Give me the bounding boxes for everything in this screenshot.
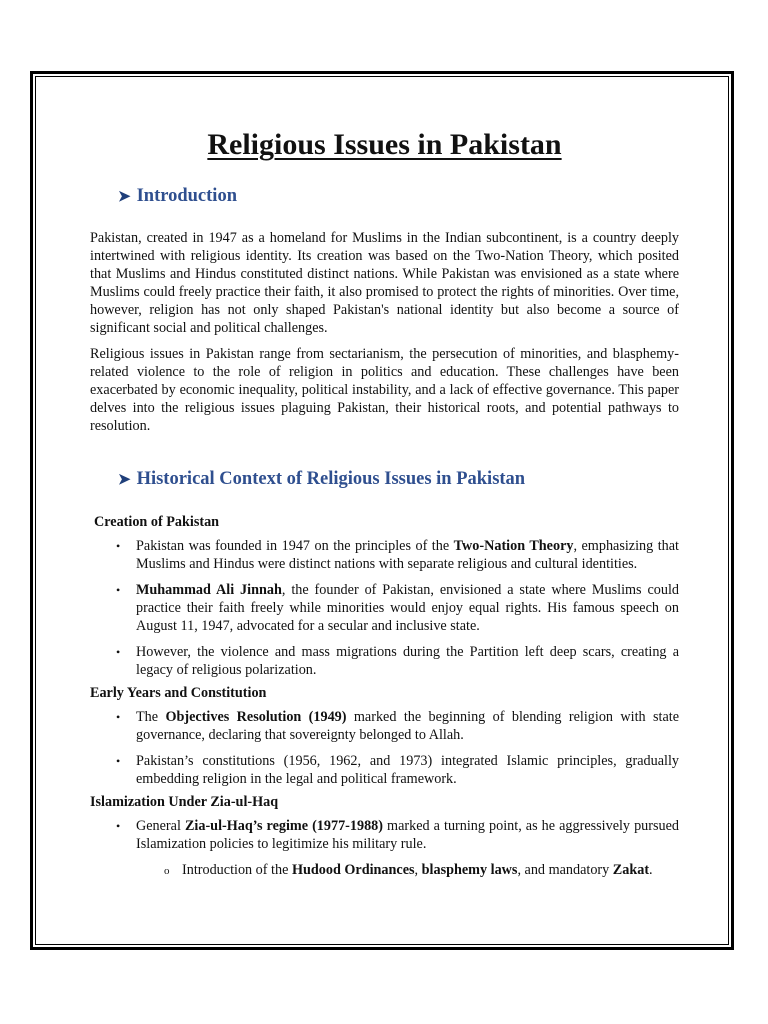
list-item-bold: blasphemy laws — [421, 862, 518, 878]
list-item — [116, 708, 680, 744]
early-bullet-list — [116, 708, 680, 788]
subheading-early-years: Early Years and Constitution — [90, 685, 267, 701]
bullet-icon: • — [116, 539, 121, 553]
bullet-icon: • — [116, 819, 121, 833]
list-item — [116, 752, 679, 788]
list-item-bold: Zakat — [612, 862, 650, 878]
circle-icon: o — [164, 865, 170, 877]
list-item — [116, 581, 679, 635]
list-item-text: Pakistan was founded in 1947 on the principles of the — [136, 538, 454, 554]
subheading-islamization: Islamization Under Zia-ul-Haq — [90, 794, 279, 810]
list-item — [164, 861, 679, 879]
arrow-right-icon: ➤ — [118, 472, 131, 488]
page-title: Religious Issues in Pakistan — [207, 128, 562, 161]
subheading-creation-of-pakistan: Creation of Pakistan — [94, 514, 220, 530]
list-item-text: Introduction of the — [182, 862, 292, 878]
section-heading-historical-context — [118, 469, 679, 490]
intro-paragraph-1: Pakistan, created in 1947 as a homeland for Muslims in the Indian subcontinent, is a country deeply intertwined with religious identity. Its creation was based on the Two-Nation Theory, which posited that Muslims and Hindus constituted distinct nations. While Pakistan was envisioned as a state where Muslims could freely practice their faith, it also promised to protect the rights of minorities. Over time, however, religion has not only shaped Pakistan's national identity but also become a source of significant social and political challenges. — [90, 230, 679, 336]
list-item-text: , and mandatory — [517, 862, 613, 878]
list-item-bold: Hudood Ordinances — [291, 862, 415, 878]
zia-sub-list — [164, 861, 679, 879]
list-item — [116, 817, 679, 853]
section-heading-text: Historical Context of Religious Issues in Pakistan — [136, 469, 526, 489]
list-item-text: marked the beginning of blending religion with state governance, declaring that sovereignty belonged to Allah. — [136, 709, 680, 743]
section-heading-introduction — [118, 186, 679, 207]
list-item-text: , emphasizing that Muslims and Hindus were distinct nations with separate religious and cultural identities. — [136, 538, 679, 572]
list-item-text: , the founder of Pakistan, envisioned a state where Muslims could practice their faith freely while minorities would enjoy equal rights. His famous speech on August 11, 1947, advocated for a secular and inclusive state. — [136, 582, 679, 634]
list-item — [116, 537, 679, 573]
list-item-bold: Muhammad Ali Jinnah — [136, 582, 282, 598]
list-item — [116, 643, 679, 679]
creation-bullet-list — [116, 537, 679, 679]
list-item-bold: Two-Nation Theory — [453, 538, 574, 554]
list-item-text: However, the violence and mass migrations during the Partition left deep scars, creating a legacy of religious polarization. — [136, 644, 679, 678]
list-item-text: , — [414, 862, 422, 878]
zia-bullet-list — [116, 817, 679, 853]
list-item-text: The — [136, 709, 166, 725]
list-item-text: Pakistan’s constitutions (1956, 1962, and 1973) integrated Islamic principles, gradually embedding religion in the legal and political framework. — [136, 753, 679, 787]
bullet-icon: • — [116, 710, 121, 724]
list-item-text: . — [649, 862, 653, 878]
document-body — [90, 128, 679, 879]
arrow-right-icon: ➤ — [118, 189, 131, 205]
list-item-bold: Objectives Resolution (1949) — [165, 709, 347, 725]
list-item-bold: Zia-ul-Haq’s regime (1977-1988) — [184, 818, 383, 834]
list-item-text: marked a turning point, as he aggressively pursued Islamization policies to legitimize his military rule. — [136, 818, 679, 852]
list-item-text: General — [136, 818, 185, 834]
section-heading-text: Introduction — [136, 186, 237, 206]
bullet-icon: • — [116, 645, 121, 659]
bullet-icon: • — [116, 754, 121, 768]
intro-paragraph-2: Religious issues in Pakistan range from sectarianism, the persecution of minorities, and blasphemy-related violence to the role of religion in politics and education. These challenges have been exacerbated by economic inequality, political instability, and a lack of effective governance. This paper delves into the religious issues plaguing Pakistan, their historical roots, and potential pathways to resolution. — [90, 346, 679, 434]
bullet-icon: • — [116, 583, 121, 597]
